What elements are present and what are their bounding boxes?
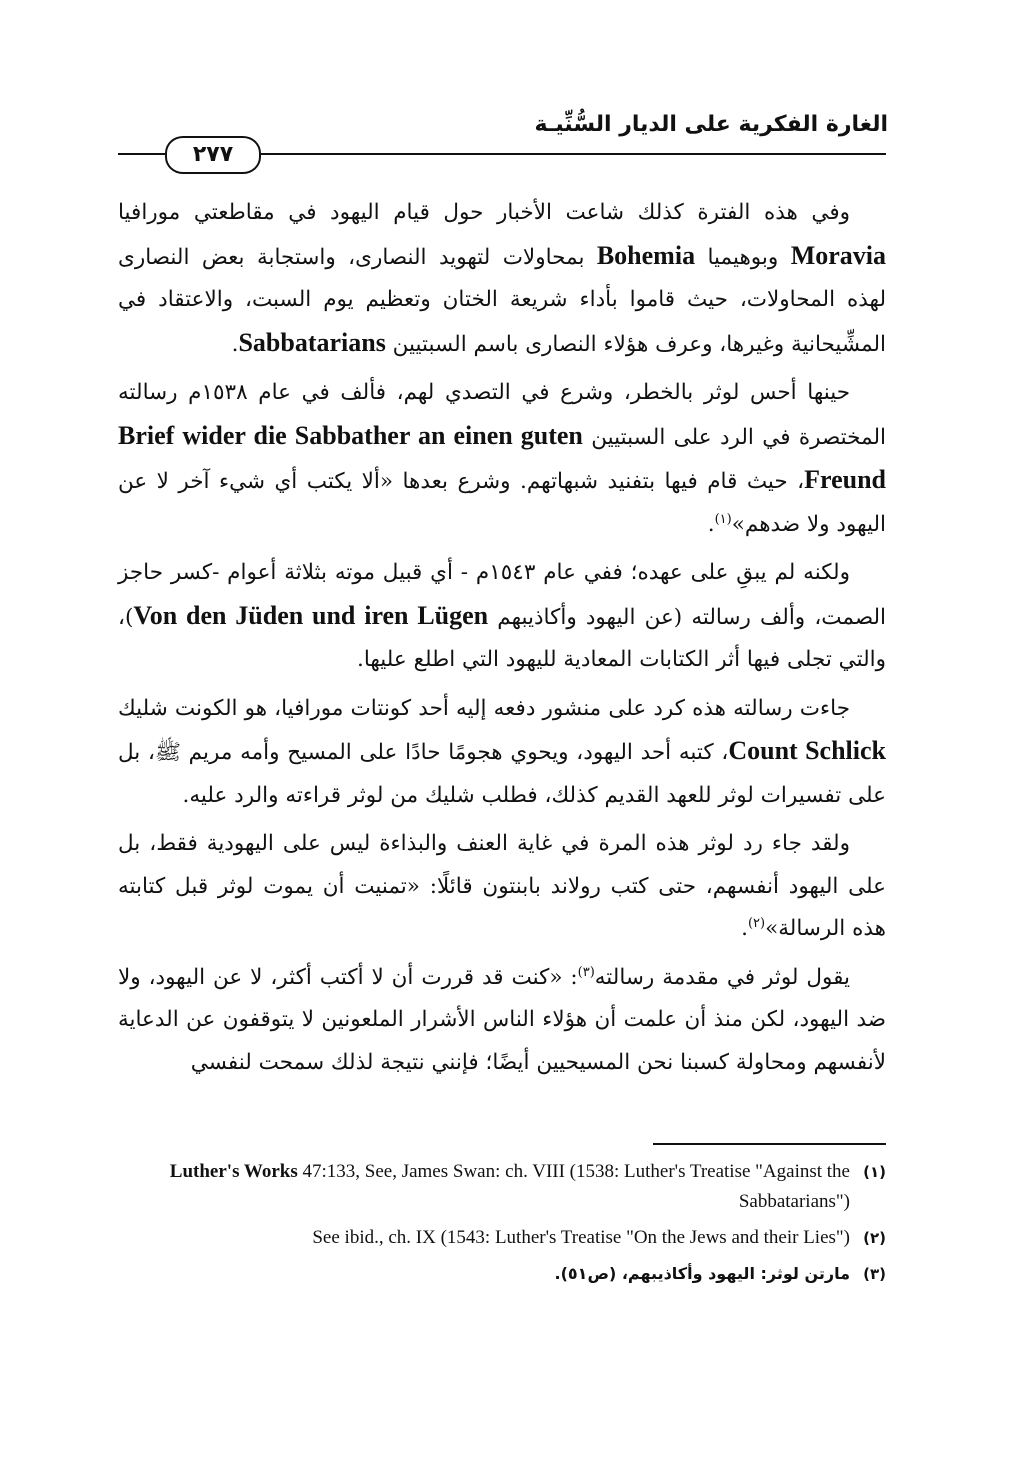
paragraph-text: . — [707, 511, 715, 537]
latin-term: Bohemia — [596, 240, 696, 270]
latin-term: Sabbatarians — [238, 327, 386, 357]
footnote-text — [118, 1157, 850, 1217]
footnote-number: (٢) — [863, 1229, 886, 1247]
paragraph-text: جاءت رسالته هذه كرد على منشور دفعه إليه أحد كونتات مورافيا، هو الكونت شليك — [118, 695, 850, 721]
latin-term: Count Schlick — [728, 736, 887, 765]
latin-term: Von den Jüden und iren Lügen — [133, 600, 489, 630]
paragraph-text: حينها أحس لوثر بالخطر، وشرع في التصدي لهم، فألف في عام ١٥٣٨م رسالته المختصرة في الرد على السبتيين — [118, 380, 886, 450]
paragraph-text: . — [741, 916, 748, 941]
paragraph-text: ولقد جاء رد لوثر هذه المرة في غاية العنف والبذاءة ليس على اليهودية فقط، بل على اليهود أنفسهم، حتى كتب رولاند بابنتون قائلًا: «تمنيت أن يموت لوثر قبل كتابته هذه الرسالة» — [118, 831, 886, 941]
paragraph-4 — [118, 688, 886, 818]
footnote-number: (١) — [863, 1163, 886, 1181]
footnote-text: See ibid., ch. IX (1543: Luther's Treatise "On the Jews and their Lies") — [312, 1227, 850, 1248]
paragraph-text: ، حيث قام فيها بتفنيد شبهاتهم. وشرع بعدها «ألا يكتب أي شيء آخر لا عن اليهود ولا ضدهم» — [118, 469, 886, 537]
paragraph-text: وفي هذه الفترة كذلك شاعت الأخبار حول قيام اليهود في مقاطعتي مورافيا — [118, 200, 850, 225]
paragraph-text: . — [231, 331, 239, 357]
paragraph-text: وبوهيميا — [695, 244, 791, 270]
paragraph-text: )، والتي تجلى فيها أثر الكتابات المعادية لليهود التي اطلع عليها. — [118, 604, 886, 672]
footnote-ref[interactable]: (٣) — [577, 964, 595, 980]
body-text — [118, 192, 886, 1090]
paragraph-text: : «كنت قد قررت أن لا أكتب أكثر، لا عن اليهود، ولا ضد اليهود، لكن منذ أن علمت أن هؤلاء الناس الأشرار الملعونين لا يتوقفون عن الدعاية لأنفسهم ومحاولة كسبنا نحن المسيحيين أيضًا؛ فإنني نتيجة لذلك سمحت لنفسي — [118, 964, 886, 1075]
latin-term: Moravia — [790, 240, 886, 270]
footnote-text: مارتن لوثر: اليهود وأكاذيبهم، (ص٥١). — [554, 1264, 850, 1283]
footnote-rule — [653, 1143, 886, 1145]
paragraph-text: يقول لوثر في مقدمة رسالته — [594, 964, 850, 990]
footnote-number: (٣) — [863, 1265, 886, 1283]
paragraph-text: ، كتبه أحد اليهود، ويحوي هجومًا حادًا على المسيح وأمه مريم ﷺ، بل على تفسيرات لوثر للعهد القديم كذلك، فطلب شليك من لوثر قراءته والرد عليه. — [118, 740, 886, 808]
footnote-citation: 47:133, See, James Swan: ch. VIII (1538: Luther's Treatise "Against the Sabbatarians") — [297, 1161, 850, 1212]
footnote-2 — [118, 1223, 886, 1253]
footnote-ref[interactable]: (٢) — [747, 915, 766, 931]
latin-term: Brief wider die Sabbather an einen guten Freund — [118, 420, 886, 494]
footnote-source: Luther's Works — [169, 1161, 298, 1182]
running-title: الغارة الفكرية على الديار السُّنِّيـة — [534, 112, 888, 137]
paragraph-text: بمحاولات لتهويد النصارى، واستجابة بعض النصارى لهذه المحاولات، حيث قاموا بأداء شريعة الختان وتعظيم يوم السبت، والاعتقاد في المشِّيحانية وغيرها، وعرف هؤلاء النصارى باسم السبتيين — [118, 244, 886, 357]
paragraph-3 — [118, 552, 886, 682]
paragraph-1 — [118, 192, 886, 366]
page-number: ٢٧٧ — [165, 136, 261, 174]
footnote-1 — [118, 1157, 886, 1217]
footnotes — [118, 1157, 886, 1295]
footnote-3 — [118, 1259, 886, 1289]
paragraph-5 — [118, 823, 886, 951]
paragraph-6 — [118, 957, 886, 1085]
paragraph-2 — [118, 372, 886, 546]
paragraph-text: ولكنه لم يبقِ على عهده؛ ففي عام ١٥٤٣م - أي قبيل موته بثلاثة أعوام -كسر حاجز الصمت، وألف رسالته (عن اليهود وأكاذيبهم — [118, 560, 886, 630]
footnote-ref[interactable]: (١) — [714, 511, 732, 527]
